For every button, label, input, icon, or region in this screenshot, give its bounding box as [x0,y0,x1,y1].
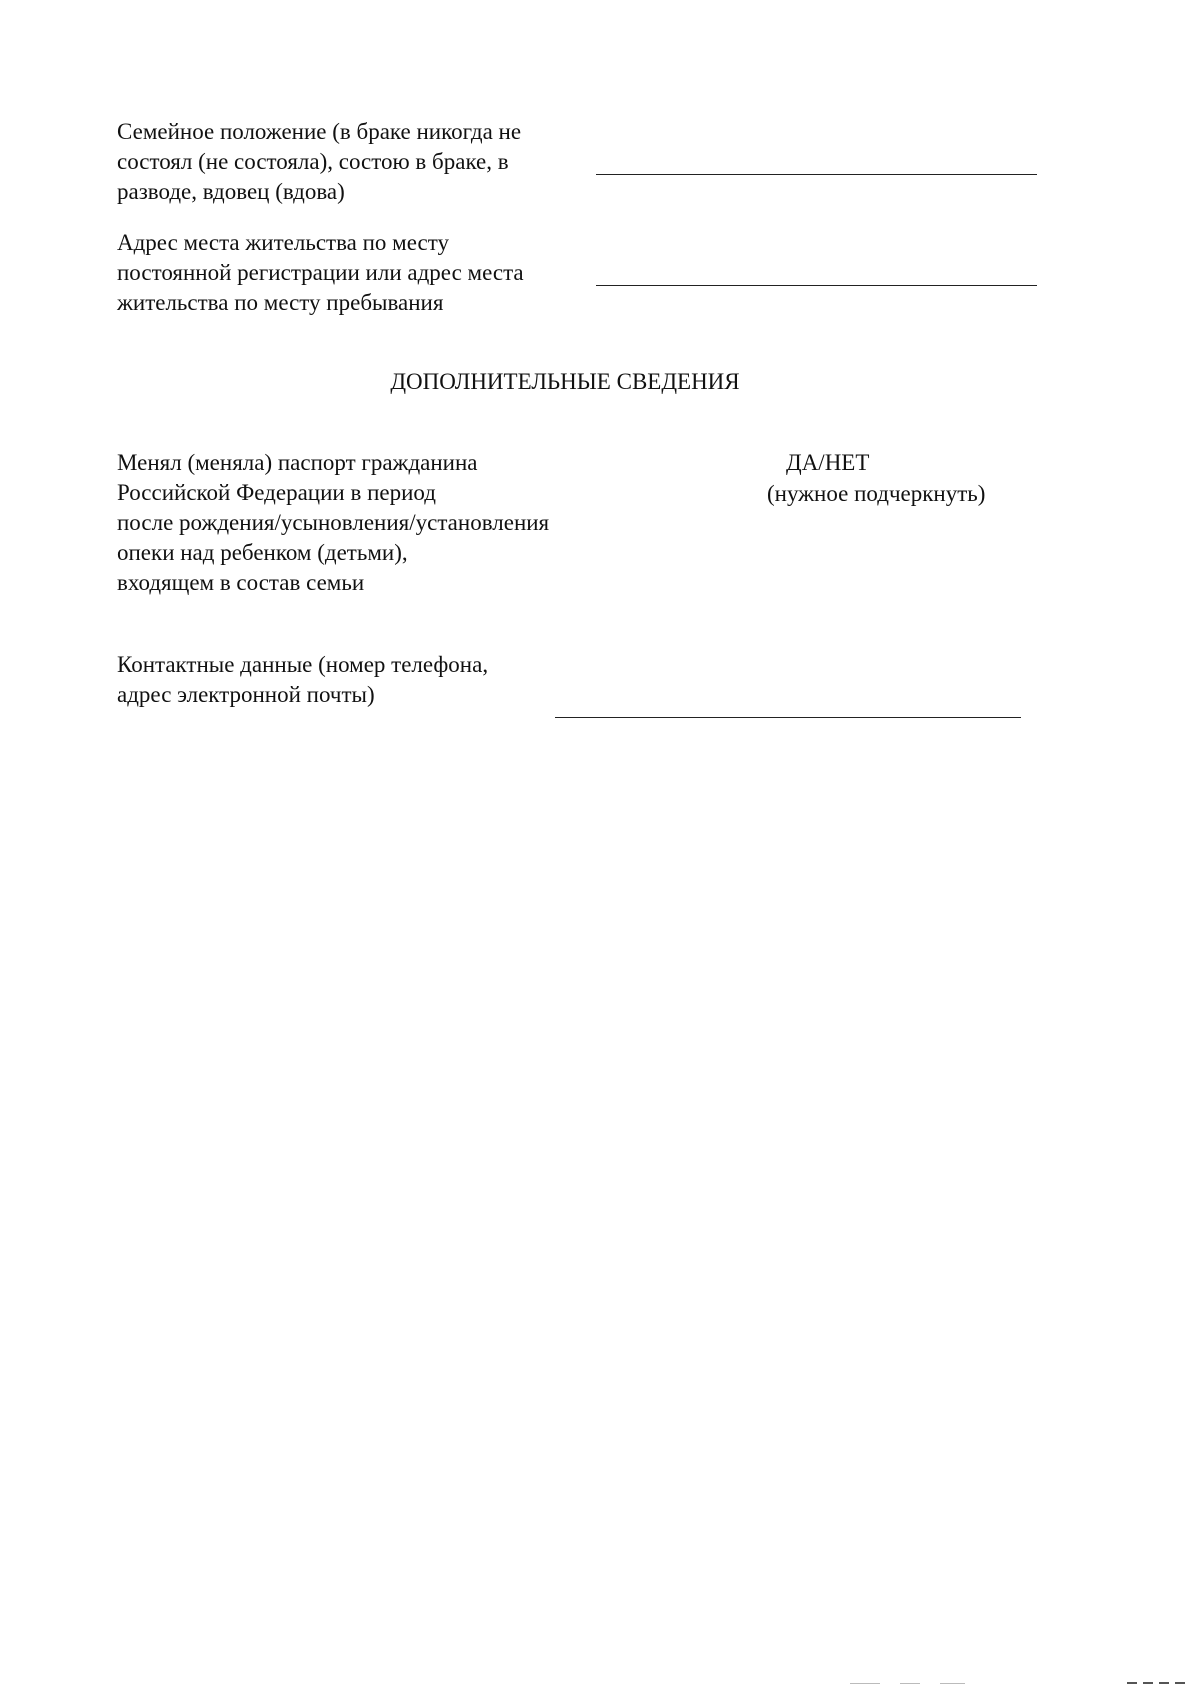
passport-line-5: входящем в состав семьи [117,570,365,595]
address-field[interactable] [596,285,1037,286]
scan-mark [900,1683,920,1684]
yes-no-choice[interactable]: ДА/НЕТ [786,450,870,475]
contacts-line-1: Контактные данные (номер телефона, [117,652,489,677]
contacts-field[interactable] [555,717,1021,718]
address-line-2: постоянной регистрации или адрес места [117,260,524,285]
marital-status-line-2: состоял (не состояла), состою в браке, в [117,149,509,174]
address-line-3: жительства по месту пребывания [117,290,444,315]
passport-line-3: после рождения/усыновления/установления [117,510,550,535]
scan-mark [850,1683,880,1684]
passport-line-4: опеки над ребенком (детьми), [117,540,408,565]
contacts-line-2: адрес электронной почты) [117,682,375,707]
marital-status-line-3: разводе, вдовец (вдова) [117,179,345,204]
passport-line-2: Российской Федерации в период [117,480,436,505]
marital-status-line-1: Семейное положение (в браке никогда не [117,119,522,144]
choice-hint: (нужное подчеркнуть) [767,481,986,506]
marital-status-field[interactable] [596,174,1037,175]
scan-mark [1175,1682,1185,1684]
scan-mark [1143,1682,1153,1684]
section-title: ДОПОЛНИТЕЛЬНЫЕ СВЕДЕНИЯ [390,369,740,394]
scan-mark [1159,1682,1169,1684]
scan-mark [940,1683,965,1684]
scan-mark [1127,1682,1137,1684]
passport-line-1: Менял (меняла) паспорт гражданина [117,450,478,475]
address-line-1: Адрес места жительства по месту [117,230,449,255]
